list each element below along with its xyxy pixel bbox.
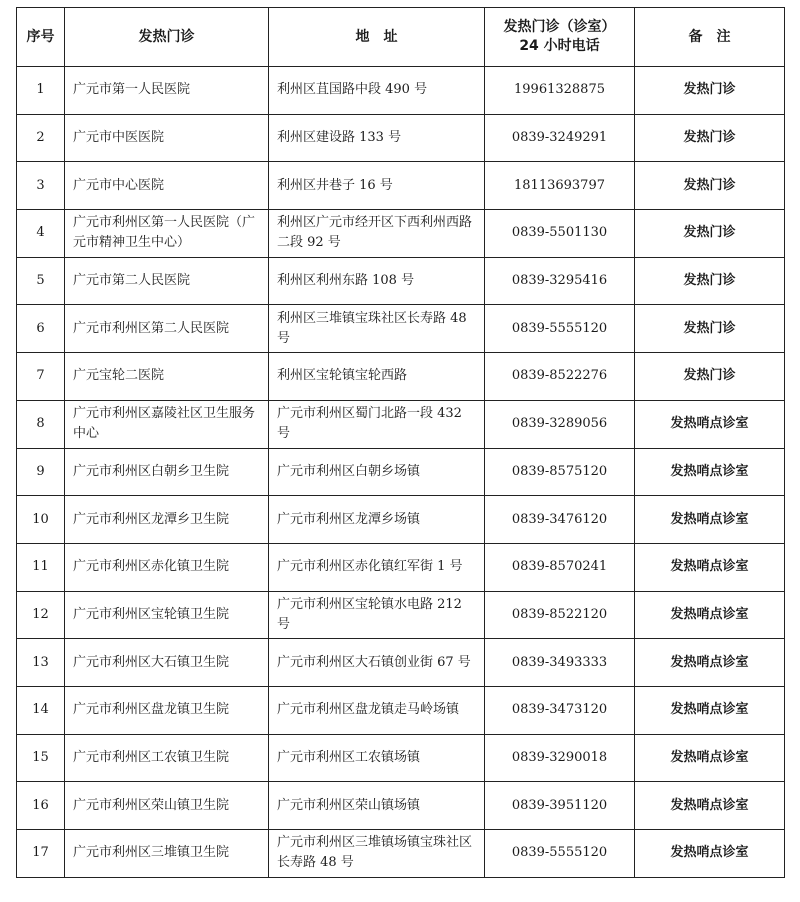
row-address-cell: 广元市利州区宝轮镇水电路 212 号 [269,591,485,639]
row-seq-cell: 12 [17,591,65,639]
row-phone-cell: 0839-3951120 [485,782,635,830]
row-seq-cell: 15 [17,734,65,782]
row-seq-cell: 6 [17,305,65,353]
header-phone-line1: 发热门诊（诊室） [503,19,616,35]
table-row [17,305,785,353]
row-note-cell: 发热哨点诊室 [635,400,785,448]
table-row [17,496,785,544]
row-note-cell: 发热哨点诊室 [635,543,785,591]
row-seq-cell: 5 [17,257,65,305]
table-row [17,448,785,496]
table-row [17,114,785,162]
header-note: 备 注 [635,8,785,67]
row-phone-cell: 0839-8522120 [485,591,635,639]
row-phone-cell: 0839-8522276 [485,353,635,401]
row-note-cell: 发热哨点诊室 [635,830,785,878]
table-body [17,67,785,878]
row-phone-cell: 0839-3493333 [485,639,635,687]
row-note-cell: 发热哨点诊室 [635,734,785,782]
row-address-cell: 广元市利州区蜀门北路一段 432 号 [269,400,485,448]
row-address-cell: 广元市利州区龙潭乡场镇 [269,496,485,544]
row-address-cell: 利州区利州东路 108 号 [269,257,485,305]
row-clinic-name-cell: 广元市利州区宝轮镇卫生院 [65,591,269,639]
row-note-cell: 发热门诊 [635,67,785,115]
row-address-cell: 利州区井巷子 16 号 [269,162,485,210]
row-note-cell: 发热门诊 [635,210,785,258]
row-clinic-name-cell: 广元市利州区第二人民医院 [65,305,269,353]
header-phone [485,8,635,67]
row-phone-cell: 0839-5555120 [485,830,635,878]
row-note-cell: 发热门诊 [635,257,785,305]
table-row [17,543,785,591]
row-note-cell: 发热哨点诊室 [635,496,785,544]
row-phone-cell: 0839-3249291 [485,114,635,162]
row-address-cell: 利州区建设路 133 号 [269,114,485,162]
table-row [17,257,785,305]
row-seq-cell: 8 [17,400,65,448]
row-clinic-name-cell: 广元市利州区赤化镇卫生院 [65,543,269,591]
table-row [17,734,785,782]
row-note-cell: 发热门诊 [635,305,785,353]
row-address-cell: 广元市利州区荣山镇场镇 [269,782,485,830]
row-clinic-name-cell: 广元市利州区工农镇卫生院 [65,734,269,782]
table-row [17,67,785,115]
header-clinic-name: 发热门诊 [65,8,269,67]
header-phone-line2: 24 小时电话 [519,38,600,54]
row-seq-cell: 13 [17,639,65,687]
row-seq-cell: 17 [17,830,65,878]
row-address-cell: 利州区三堆镇宝珠社区长寿路 48 号 [269,305,485,353]
table-row [17,639,785,687]
table-row [17,400,785,448]
row-address-cell: 广元市利州区工农镇场镇 [269,734,485,782]
row-phone-cell: 18113693797 [485,162,635,210]
row-clinic-name-cell: 广元市利州区第一人民医院（广元市精神卫生中心） [65,210,269,258]
row-seq-cell: 10 [17,496,65,544]
row-phone-cell: 0839-3476120 [485,496,635,544]
row-address-cell: 广元市利州区三堆镇场镇宝珠社区长寿路 48 号 [269,830,485,878]
row-clinic-name-cell: 广元市中医医院 [65,114,269,162]
row-clinic-name-cell: 广元市利州区大石镇卫生院 [65,639,269,687]
row-seq-cell: 3 [17,162,65,210]
table-row [17,353,785,401]
table-row [17,591,785,639]
row-seq-cell: 4 [17,210,65,258]
row-note-cell: 发热哨点诊室 [635,782,785,830]
table-row [17,782,785,830]
row-clinic-name-cell: 广元市利州区三堆镇卫生院 [65,830,269,878]
row-address-cell: 广元市利州区盘龙镇走马岭场镇 [269,686,485,734]
row-clinic-name-cell: 广元市第一人民医院 [65,67,269,115]
row-note-cell: 发热门诊 [635,114,785,162]
row-seq-cell: 14 [17,686,65,734]
row-address-cell: 利州区广元市经开区下西利州西路二段 92 号 [269,210,485,258]
row-clinic-name-cell: 广元市利州区荣山镇卫生院 [65,782,269,830]
row-address-cell: 利州区苴国路中段 490 号 [269,67,485,115]
row-clinic-name-cell: 广元市中心医院 [65,162,269,210]
table-row [17,162,785,210]
row-clinic-name-cell: 广元宝轮二医院 [65,353,269,401]
row-note-cell: 发热哨点诊室 [635,591,785,639]
header-address: 地 址 [269,8,485,67]
row-clinic-name-cell: 广元市利州区嘉陵社区卫生服务中心 [65,400,269,448]
row-phone-cell: 19961328875 [485,67,635,115]
table-row [17,686,785,734]
row-phone-cell: 0839-3295416 [485,257,635,305]
header-seq: 序号 [17,8,65,67]
row-note-cell: 发热哨点诊室 [635,639,785,687]
row-clinic-name-cell: 广元市利州区白朝乡卫生院 [65,448,269,496]
row-clinic-name-cell: 广元市第二人民医院 [65,257,269,305]
row-address-cell: 广元市利州区赤化镇红军街 1 号 [269,543,485,591]
row-clinic-name-cell: 广元市利州区盘龙镇卫生院 [65,686,269,734]
row-address-cell: 广元市利州区大石镇创业街 67 号 [269,639,485,687]
row-seq-cell: 11 [17,543,65,591]
row-seq-cell: 7 [17,353,65,401]
row-clinic-name-cell: 广元市利州区龙潭乡卫生院 [65,496,269,544]
row-seq-cell: 9 [17,448,65,496]
table-row [17,210,785,258]
table-header-row [17,8,785,67]
row-phone-cell: 0839-3289056 [485,400,635,448]
row-seq-cell: 16 [17,782,65,830]
fever-clinic-table [16,7,785,878]
row-seq-cell: 2 [17,114,65,162]
row-note-cell: 发热哨点诊室 [635,686,785,734]
row-phone-cell: 0839-5501130 [485,210,635,258]
row-phone-cell: 0839-8575120 [485,448,635,496]
row-phone-cell: 0839-3290018 [485,734,635,782]
table-row [17,830,785,878]
row-address-cell: 利州区宝轮镇宝轮西路 [269,353,485,401]
row-note-cell: 发热门诊 [635,162,785,210]
row-note-cell: 发热门诊 [635,353,785,401]
row-phone-cell: 0839-8570241 [485,543,635,591]
row-phone-cell: 0839-3473120 [485,686,635,734]
row-phone-cell: 0839-5555120 [485,305,635,353]
row-note-cell: 发热哨点诊室 [635,448,785,496]
row-seq-cell: 1 [17,67,65,115]
row-address-cell: 广元市利州区白朝乡场镇 [269,448,485,496]
